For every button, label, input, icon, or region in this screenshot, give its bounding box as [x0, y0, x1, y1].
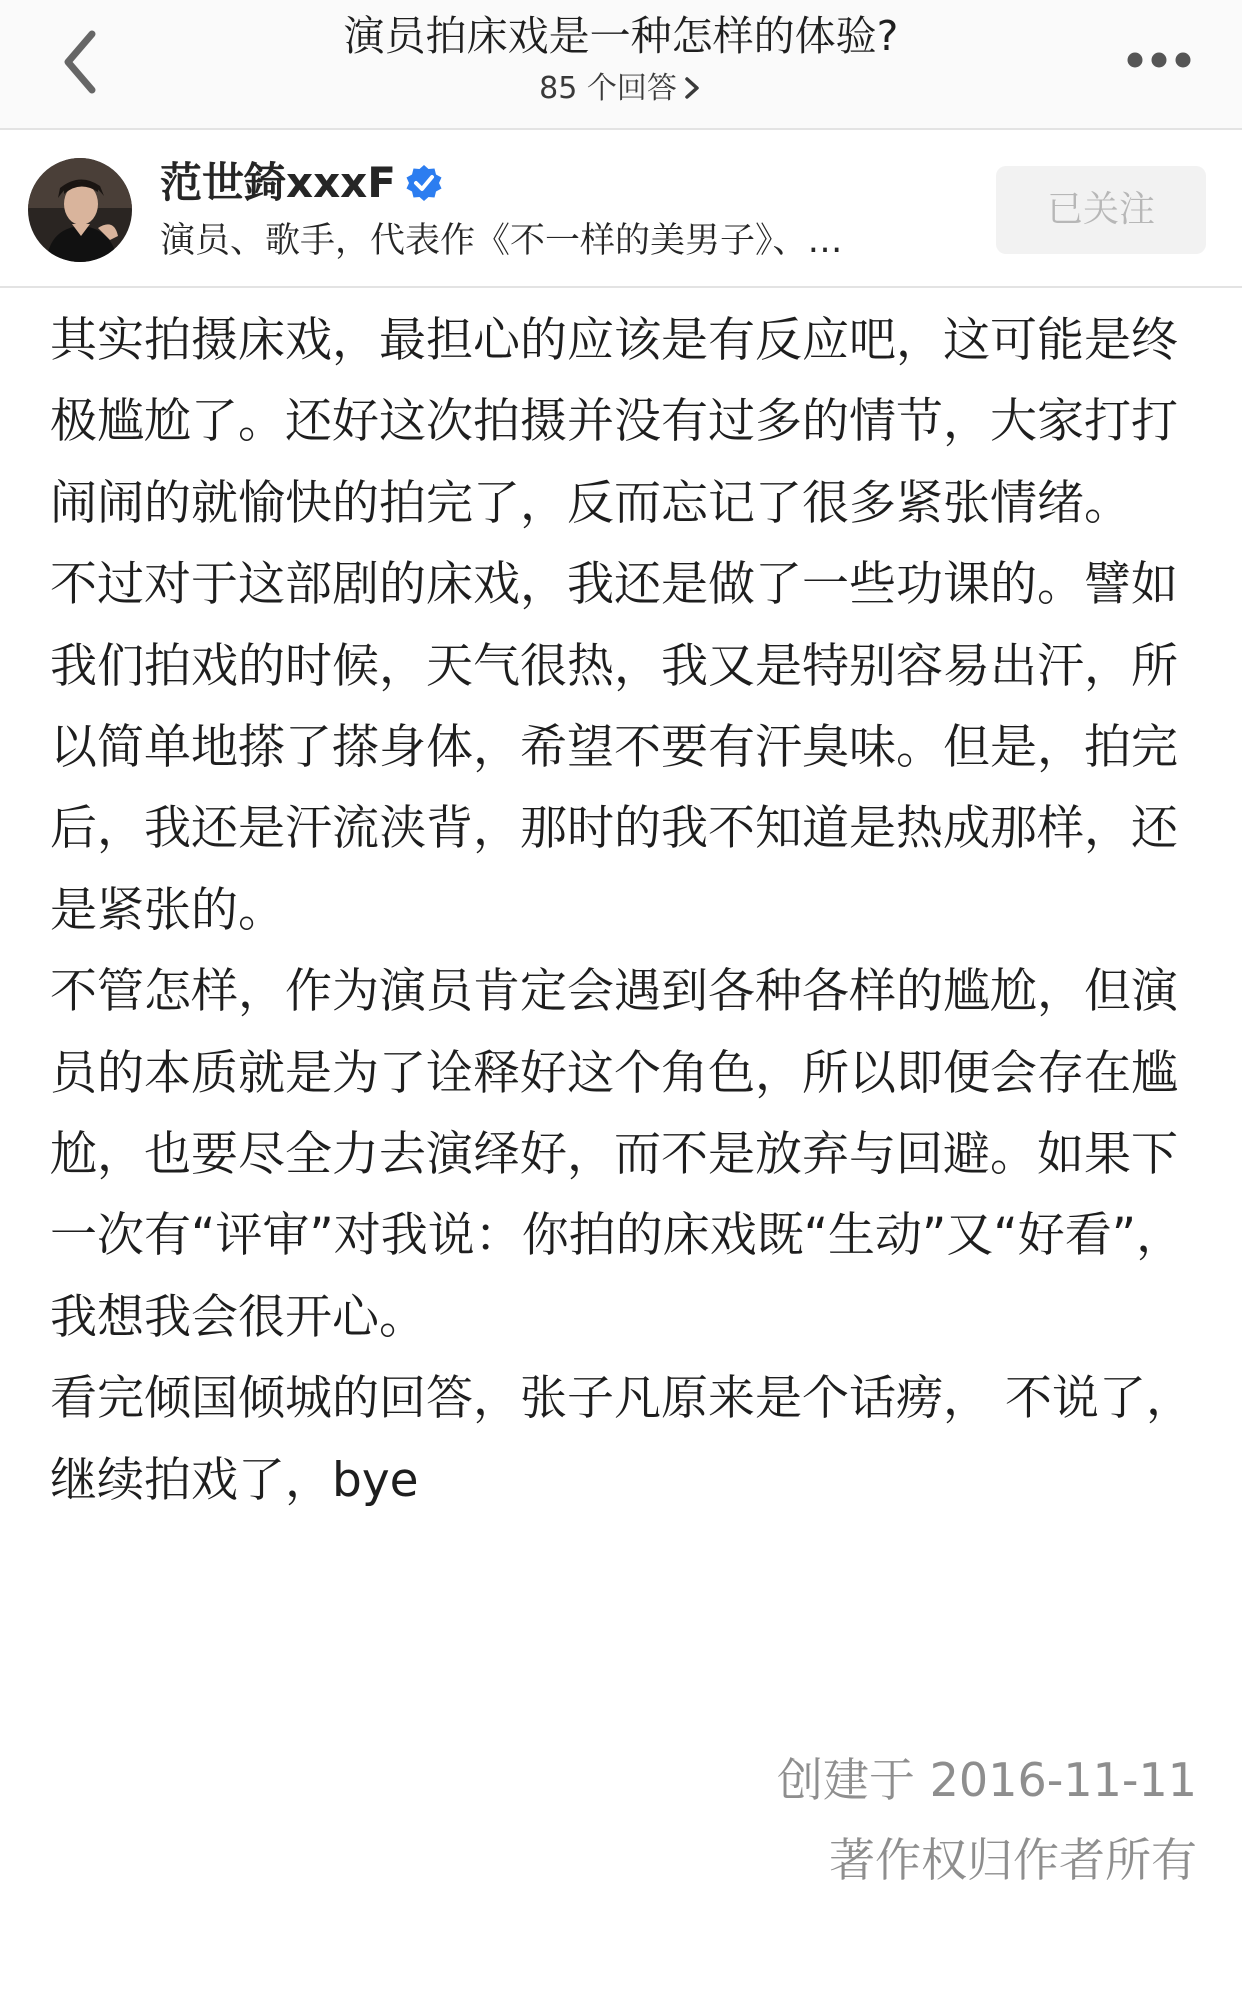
answer-count-link[interactable]	[421, 68, 821, 110]
answer-body	[50, 300, 1200, 1521]
question-title: 演员拍床戏是一种怎样的体验?	[343, 12, 899, 60]
author-name[interactable]	[160, 156, 444, 210]
avatar[interactable]	[28, 158, 132, 262]
follow-button[interactable]: 已关注	[996, 166, 1206, 254]
author-name-text: 范世錡xxxF	[160, 158, 396, 207]
avatar-image	[28, 158, 132, 262]
created-date: 创建于 2016-11-11	[777, 1753, 1197, 1807]
answer-count-label: 85 个回答	[539, 71, 677, 106]
author-card	[0, 130, 1242, 288]
more-options-button[interactable]	[1126, 40, 1192, 80]
answer-paragraph: 不管怎样，作为演员肯定会遇到各种各样的尴尬，但演员的本质就是为了诠释好这个角色，所以即便会存在尴尬，也要尽全力去演绎好，而不是放弃与回避。如果下一次有“评审”对我说：你拍的床戏既“生动”又“好看”，我想我会很开心。	[50, 964, 1184, 1345]
copyright-notice: 著作权归作者所有	[829, 1833, 1197, 1887]
author-bio: 演员、歌手，代表作《不一样的美男子》、…	[160, 221, 843, 261]
chevron-right-icon	[681, 75, 703, 101]
top-navigation-bar	[0, 0, 1242, 130]
chevron-left-icon	[52, 22, 112, 102]
back-button[interactable]	[52, 22, 112, 102]
answer-meta	[777, 1740, 1197, 1900]
answer-paragraph: 其实拍摄床戏，最担心的应该是有反应吧，这可能是终极尴尬了。还好这次拍摄并没有过多的情节，大家打打闹闹的就愉快的拍完了，反而忘记了很多紧张情绪。	[50, 313, 1178, 531]
answer-paragraph: 不过对于这部剧的床戏，我还是做了一些功课的。譬如我们拍戏的时候，天气很热，我又是特别容易出汗，所以简单地搽了搽身体，希望不要有汗臭味。但是，拍完后，我还是汗流浃背，那时的我不知道是热成那样，还是紧张的。	[50, 557, 1178, 938]
verified-badge-icon	[404, 163, 444, 203]
answer-paragraph: 看完倾国倾城的回答，张子凡原来是个话痨， 不说了，继续拍戏了，bye	[50, 1371, 1193, 1508]
more-horizontal-icon	[1126, 40, 1192, 80]
